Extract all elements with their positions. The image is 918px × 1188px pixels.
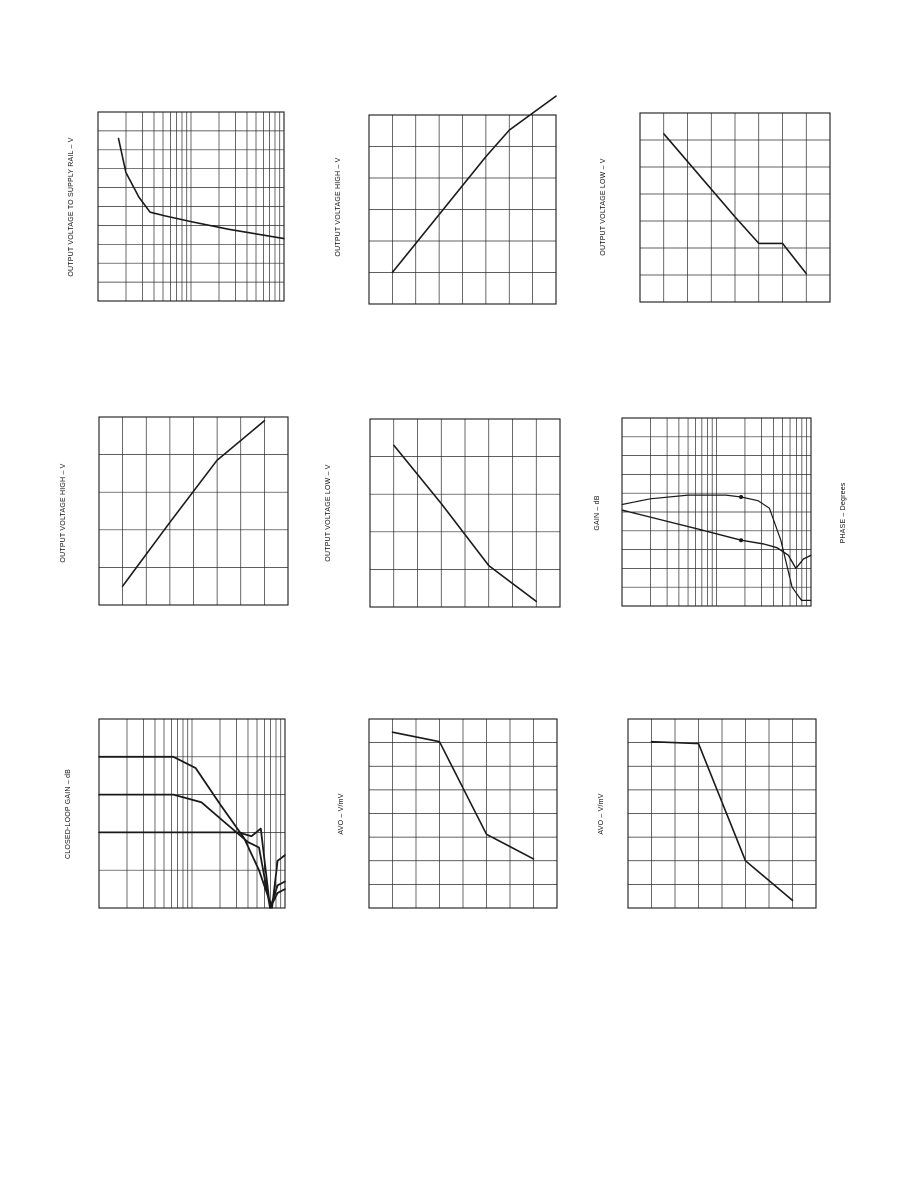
chart-output-voltage-high-2 — [60, 417, 288, 605]
series-line-1 — [392, 96, 556, 272]
grid — [370, 419, 560, 607]
chart-output-voltage-to-supply-rail — [68, 112, 284, 301]
grid — [369, 115, 556, 304]
grid — [640, 113, 830, 302]
chart-avo-1 — [338, 719, 557, 908]
chart-avo-2 — [598, 719, 816, 908]
grid — [99, 417, 288, 605]
y-axis-label: OUTPUT VOLTAGE LOW – V — [325, 464, 332, 562]
data-point-marker — [739, 538, 743, 542]
y-axis-label: AVO – V/mV — [338, 793, 345, 835]
y-axis-label: AVO – V/mV — [598, 793, 605, 835]
y-axis-label: GAIN – dB — [594, 495, 601, 531]
y2-axis-label: PHASE – Degrees — [840, 482, 847, 544]
y-axis-label: OUTPUT VOLTAGE HIGH – V — [60, 463, 67, 563]
y-axis-label: OUTPUT VOLTAGE TO SUPPLY RAIL – V — [68, 137, 75, 277]
chart-output-voltage-low-1 — [600, 113, 830, 302]
grid — [99, 719, 285, 908]
chart-closed-loop-gain — [65, 719, 285, 908]
data-point-marker — [739, 495, 743, 499]
grid — [369, 719, 557, 908]
y-axis-label: OUTPUT VOLTAGE LOW – V — [600, 158, 607, 256]
chart-output-voltage-low-2 — [325, 419, 560, 607]
grid — [628, 719, 816, 908]
y-axis-label: CLOSED-LOOP GAIN – dB — [65, 768, 72, 860]
chart-gain-phase — [594, 418, 847, 606]
series-line-1 — [119, 139, 285, 239]
y-axis-label: OUTPUT VOLTAGE HIGH – V — [335, 157, 342, 257]
chart-output-voltage-high-1 — [335, 96, 556, 304]
grid — [98, 112, 284, 301]
grid — [622, 418, 811, 606]
